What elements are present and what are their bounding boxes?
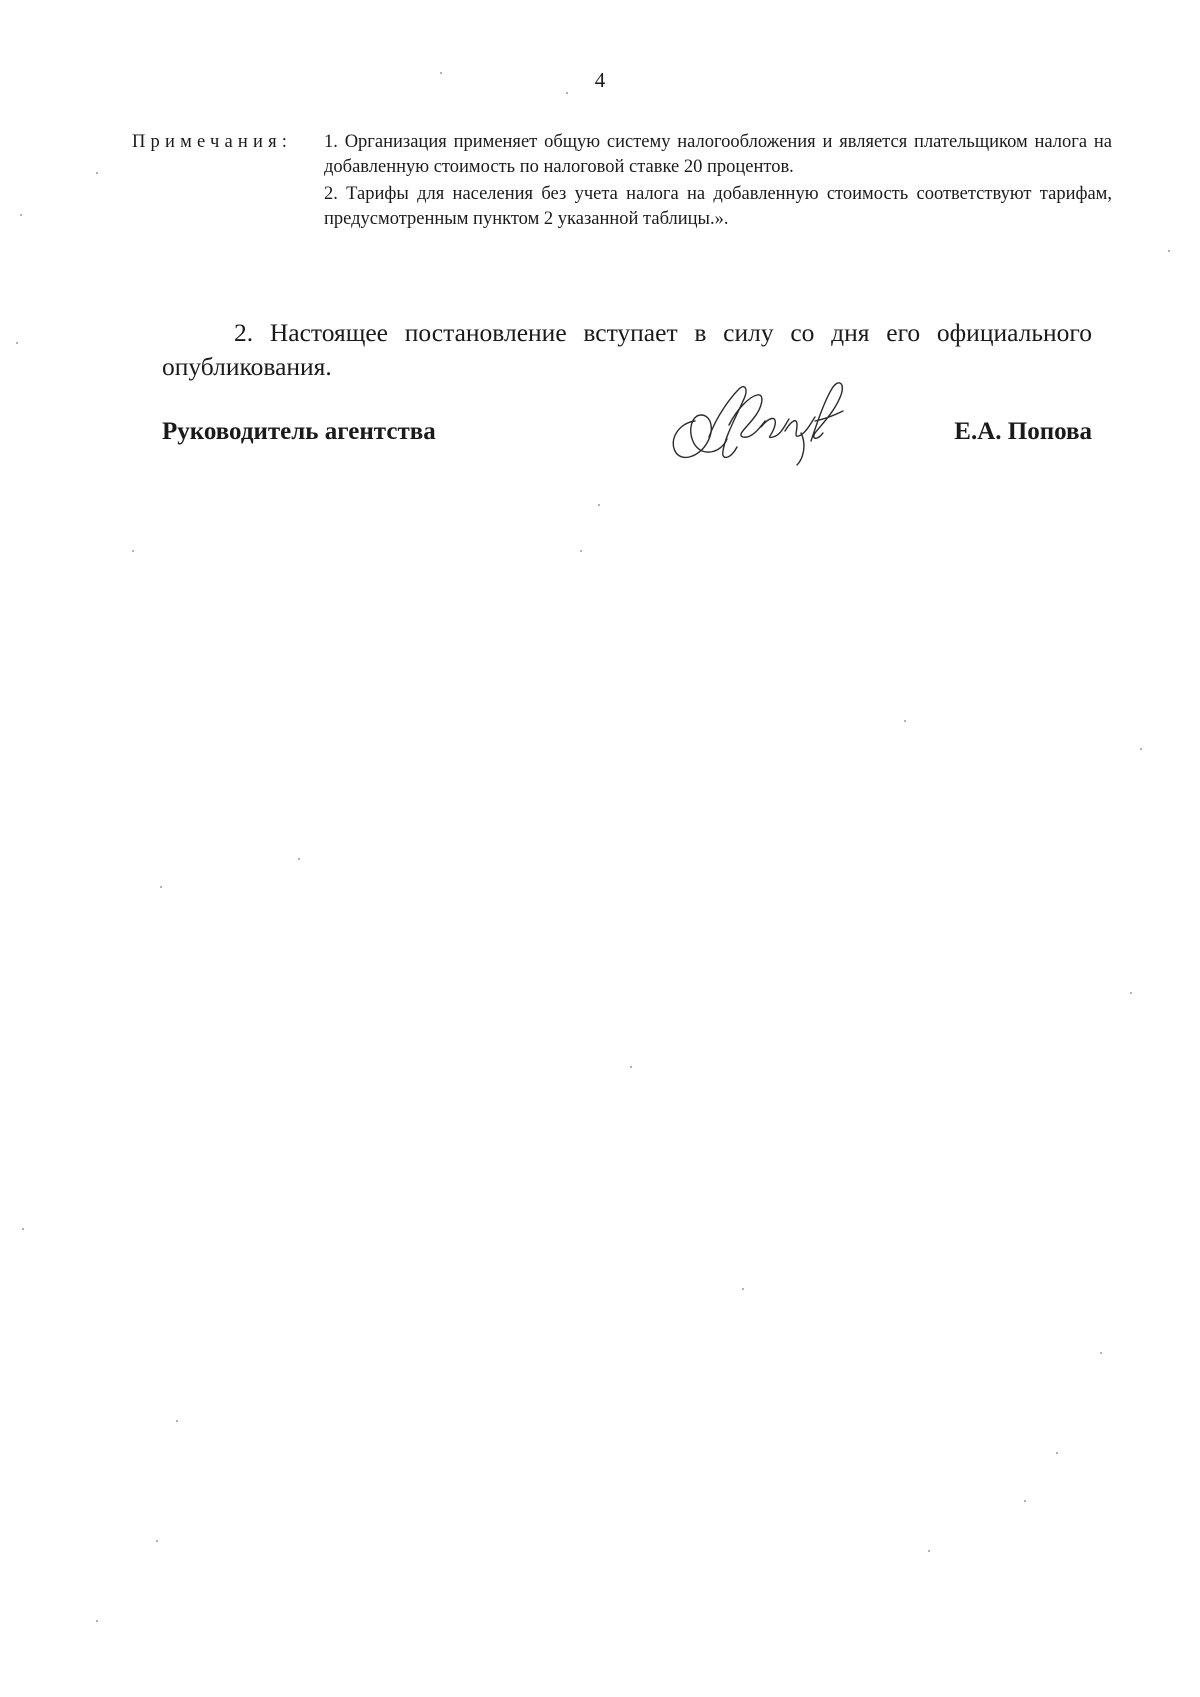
- clause-effective-date: 2. Настоящее постановление вступает в силу со дня его официального опубликования.: [162, 317, 1092, 381]
- notes-label: Примечания:: [132, 132, 293, 152]
- handwritten-signature: [665, 375, 855, 467]
- signature-block: [162, 418, 1092, 458]
- signer-name: Е.А. Попова: [954, 418, 1092, 445]
- note-item: 1. Организация применяет общую систему налогообложения и является плательщиком налога на добавленную стоимость по налоговой ставке 20 процентов.: [324, 132, 1112, 177]
- note-item: 2. Тарифы для населения без учета налога на добавленную стоимость соответствуют тарифам, предусмотренным пунктом 2 указанной таблицы.».: [324, 184, 1112, 229]
- notes-list: [324, 130, 1112, 234]
- signer-title: Руководитель агентства: [162, 418, 436, 445]
- page-number: 4: [594, 68, 606, 92]
